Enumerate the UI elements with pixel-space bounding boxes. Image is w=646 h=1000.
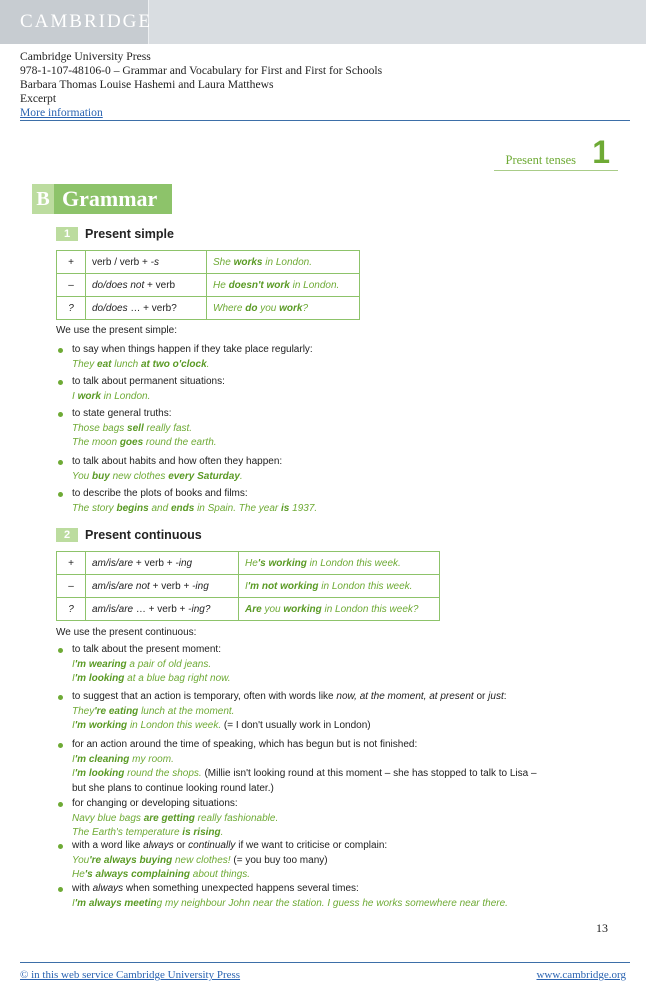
example-cell: He doesn't work in London. (207, 274, 360, 297)
logo-text: CAMBRIDGE (20, 11, 153, 32)
section-heading (32, 184, 172, 214)
subsection-number: 1 (56, 227, 78, 241)
top-bar (0, 0, 646, 44)
subsection-present-continuous (56, 526, 202, 543)
table-row (57, 274, 360, 297)
form-cell: do/does … + verb? (86, 297, 207, 320)
bullet-icon (58, 460, 63, 465)
list-item: to talk about the present moment: I'm wearing a pair of old jeans. I'm looking at a blue bag right now. (58, 643, 618, 687)
table-row (57, 575, 440, 598)
bullet-icon (58, 380, 63, 385)
form-symbol: ? (57, 598, 86, 621)
form-symbol: – (57, 274, 86, 297)
list-item: to describe the plots of books and films: The story begins and ends in Spain. The year is 1937. (58, 487, 618, 516)
present-continuous-table (56, 551, 440, 621)
list-item: with always when something unexpected happens several times: I'm always meeting my neighbour John near the station. I guess he works somewhere near there. (58, 882, 618, 911)
table-row (57, 251, 360, 274)
list-item: for an action around the time of speaking, which has begun but is not finished: I'm cleaning my room. I'm looking round the shops. (Millie isn't looking round at this moment – she has stopped to talk to Lisa – but she plans to continue looking round later.) (58, 738, 618, 796)
bullet-icon (58, 648, 63, 653)
book-meta (20, 50, 382, 120)
form-symbol: – (57, 575, 86, 598)
section-title: Grammar (62, 186, 158, 211)
list-item: to talk about habits and how often they happen: You buy new clothes every Saturday. (58, 455, 618, 484)
form-cell: am/is/are … + verb + -ing? (86, 598, 239, 621)
bullet-icon (58, 802, 63, 807)
example-cell: I'm not working in London this week. (239, 575, 440, 598)
bullet-icon (58, 412, 63, 417)
chapter-label: Present tenses (505, 153, 576, 167)
bullet-icon (58, 743, 63, 748)
chapter-number: 1 (592, 134, 610, 170)
subsection-number: 2 (56, 528, 78, 542)
list-item: to talk about permanent situations: I work in London. (58, 375, 618, 404)
present-simple-table (56, 250, 360, 320)
page-number: 13 (596, 921, 608, 935)
subsection-title: Present continuous (85, 527, 202, 542)
form-symbol: + (57, 251, 86, 274)
table-row (57, 598, 440, 621)
footer-divider (20, 962, 630, 963)
cambridge-logo[interactable] (0, 0, 153, 44)
form-symbol: ? (57, 297, 86, 320)
bullet-icon (58, 887, 63, 892)
list-item: to suggest that an action is temporary, often with words like now, at the moment, at present or just: They're eating lunch at the moment. I'm working in London this week. (= I don't usually work in London) (58, 690, 618, 734)
example-cell: Are you working in London this week? (239, 598, 440, 621)
list-item: with a word like always or continually if we want to criticise or complain: You're always buying new clothes! (= you buy too many) He's always complaining about things. (58, 839, 618, 883)
publisher: Cambridge University Press (20, 50, 151, 63)
table-row (57, 297, 360, 320)
bullet-icon (58, 348, 63, 353)
present-simple-intro: We use the present simple: (56, 325, 177, 336)
excerpt-label: Excerpt (20, 92, 57, 105)
isbn-line: 978-1-107-48106-0 – Grammar and Vocabulary for First and First for Schools (20, 64, 383, 77)
subsection-present-simple (56, 225, 174, 242)
subsection-title: Present simple (85, 226, 174, 241)
list-item: to state general truths: Those bags sell really fast. The moon goes round the earth. (58, 407, 618, 451)
form-cell: verb / verb + -s (86, 251, 207, 274)
present-continuous-intro: We use the present continuous: (56, 627, 197, 638)
table-row (57, 552, 440, 575)
form-cell: am/is/are + verb + -ing (86, 552, 239, 575)
copyright-link[interactable]: © in this web service Cambridge University Press (20, 969, 241, 981)
list-item: to say when things happen if they take place regularly: They eat lunch at two o'clock. (58, 343, 618, 372)
authors: Barbara Thomas Louise Hashemi and Laura Matthews (20, 78, 274, 91)
more-information-link[interactable]: More information (20, 106, 103, 119)
example-cell: Where do you work? (207, 297, 360, 320)
list-item: for changing or developing situations: Navy blue bags are getting really fashionable. The Earth's temperature is rising. (58, 797, 618, 841)
form-symbol: + (57, 552, 86, 575)
section-letter: B (32, 184, 54, 214)
website-link[interactable]: www.cambridge.org (536, 969, 626, 981)
form-cell: do/does not + verb (86, 274, 207, 297)
bullet-icon (58, 844, 63, 849)
bullet-icon (58, 492, 63, 497)
bullet-icon (58, 695, 63, 700)
form-cell: am/is/are not + verb + -ing (86, 575, 239, 598)
example-cell: She works in London. (207, 251, 360, 274)
example-cell: He's working in London this week. (239, 552, 440, 575)
chapter-rule (494, 170, 618, 171)
header-divider (20, 120, 630, 121)
